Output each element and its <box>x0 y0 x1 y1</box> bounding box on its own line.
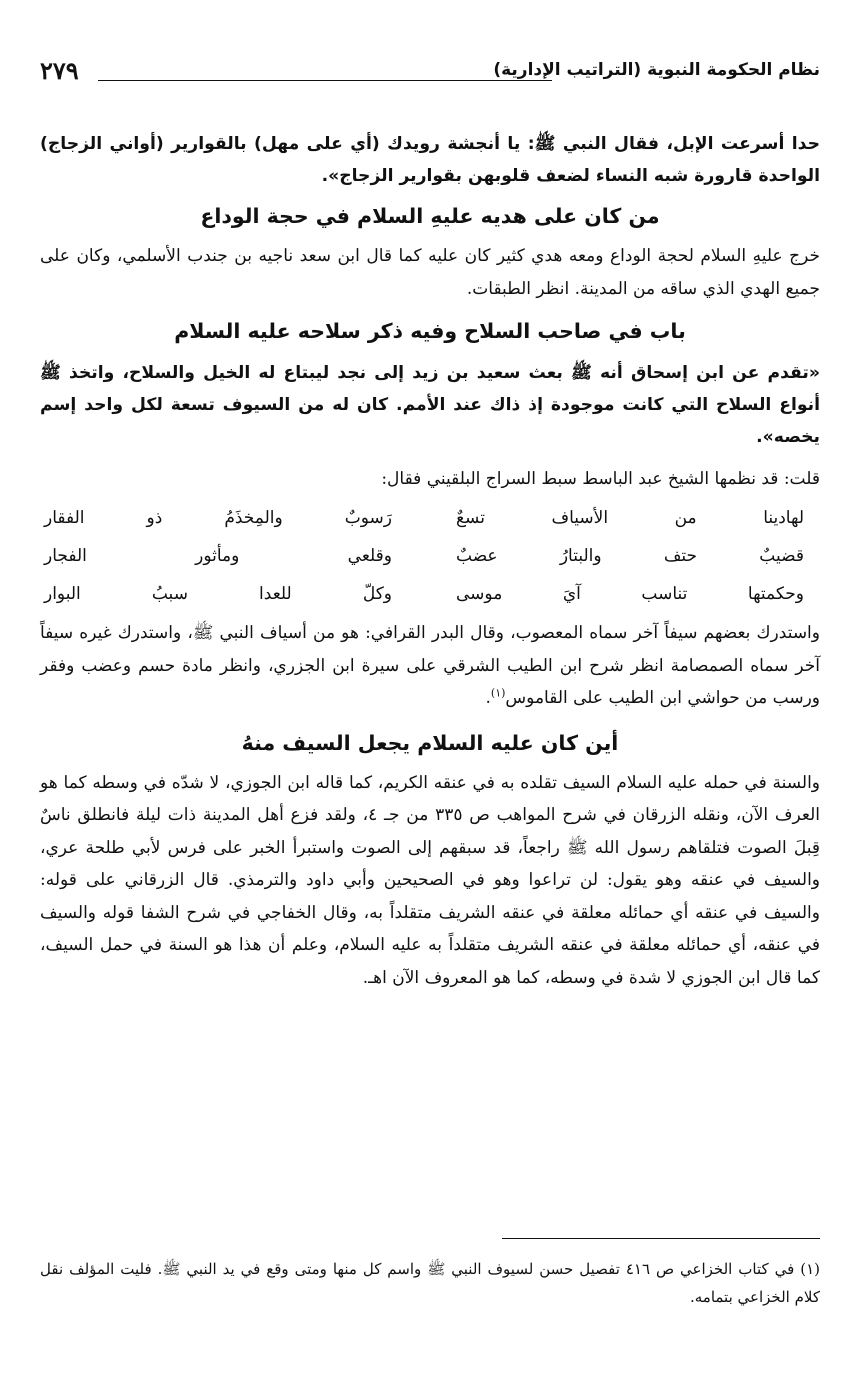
paragraph-hadith-anjasha: حدا أسرعت الإبل، فقال النبي ﷺ: يا أنجشة رويدك (أي على مهل) بالقوارير (أواني الزجاج) الواحدة قارورة شبه النساء لضعف قلوبهن بقوارير الزجاج». <box>40 134 820 186</box>
paragraph-weapons: «تقدم عن ابن إسحاق أنه ﷺ بعث سعيد بن زيد إلى نجد ليبتاع له الخيل والسلاح، واتخذ ﷺ أنواع السلاح التي كانت موجودة إذ ذاك عند الأمم. كان له من السيوف تسعة لكل واحد إسم يخصه». <box>40 363 820 447</box>
poem-verse <box>40 499 820 537</box>
poem <box>40 499 820 613</box>
poem-intro: قلت: قد نظمها الشيخ عبد الباسط سبط السراج البلقيني فقال: <box>381 469 820 489</box>
verse-first-hemistich: قضيبٌ حتف والبتارُ عضبٌ <box>456 546 804 566</box>
verse-second-hemistich: وكلّ للعدا سببُ البوار <box>44 584 392 604</box>
verse-first-hemistich: لهادينا من الأسياف تسعٌ <box>456 508 804 528</box>
running-header <box>40 58 820 88</box>
footnote-rule <box>502 1238 820 1239</box>
heading-sword-carrying: أين كان عليه السلام يجعل السيف منهُ <box>241 730 619 755</box>
paragraph-end-punctuation: . <box>485 688 491 708</box>
heading-farewell-pilgrimage: من كان على هديه عليهِ السلام في حجة الوداع <box>200 204 660 228</box>
poem-verse <box>40 537 820 575</box>
header-rule <box>98 80 552 81</box>
heading-weapons-bearer: باب في صاحب السلاح وفيه ذكر سلاحه عليه السلام <box>174 319 686 343</box>
footnote-1: (١) في كتاب الخزاعي ص ٤١٦ تفصيل حسن لسيوف النبي ﷺ واسم كل منها ومتى وقع في يد النبي ﷺ. فليت المؤلف نقل كلام الخزاعي بتمامه. <box>40 1260 820 1306</box>
paragraph-sword-sunnah: والسنة في حمله عليه السلام السيف تقلده به في عنقه الكريم، كما قاله ابن الجوزي، لا شدّه في وسطه كما هو العرف الآن، ونقله الزرقان في شرح المواهب ص ٣٣٥ من جـ ٤، ولقد فزع أهل المدينة ذات ليلة فانطلق ناسٌ قِبلَ الصوت فتلقاهم رسول الله ﷺ راجعاً، قد سبقهم إلى الصوت واستبرأ الخبر على فرس لأبي طلحة عري، والسيف في عنقه وهو يقول: لن تراعوا وهو في الصحيحين وأبي داود والترمذي. قال الزرقاني على قوله: والسيف في عنقه أي حمائله معلقة في عنقه الشريف متقلداً به، وقال الخفاجي في شرح الشفا قوله والسيف في عنقه، أي حمائله معلقة في عنقه الشريف متقلداً به عليه السلام، وعلم أن هذا هو السنة في حمل السيف، كما قال ابن الجوزي لا شدة في وسطه، كما هو المعروف الآن اهـ. <box>40 772 821 988</box>
main-text <box>40 128 820 994</box>
paragraph-additional-swords <box>40 617 820 715</box>
paragraph-additional-swords-text: واستدرك بعضهم سيفاً آخر سماه المعصوب، وقال البدر القرافي: هو من أسياف النبي ﷺ، واستدرك غيره سيفاً آخر سماه الصمصامة انظر شرح ابن الطيب الشرقي على سيرة ابن الجزري، وانظر مادة حسم وعضب وفقر ورسب من حواشي ابن الطيب على القاموس <box>40 623 820 708</box>
verse-second-hemistich: وقلعي ومأثور الفجار <box>44 546 392 566</box>
verse-first-hemistich: وحكمتها تناسب آيَ موسى <box>456 584 804 604</box>
poem-verse <box>40 575 820 613</box>
page-number: ٢٧٩ <box>40 56 79 85</box>
footnote-reference[interactable]: (١) <box>490 686 506 700</box>
running-title: نظام الحكومة النبوية (التراتيب الإدارية) <box>493 60 820 80</box>
footnotes <box>40 1238 820 1311</box>
paragraph-farewell-pilgrimage: خرج عليهِ السلام لحجة الوداع ومعه هدي كثير كان عليه كما قال ابن سعد ناجيه بن جندب الأسلمي، وكان على جميع الهدي الذي ساقه من المدينة. انظر الطبقات. <box>40 246 820 299</box>
verse-second-hemistich: رَسوبٌ والمِخذَمُ ذو الفقار <box>44 508 392 528</box>
